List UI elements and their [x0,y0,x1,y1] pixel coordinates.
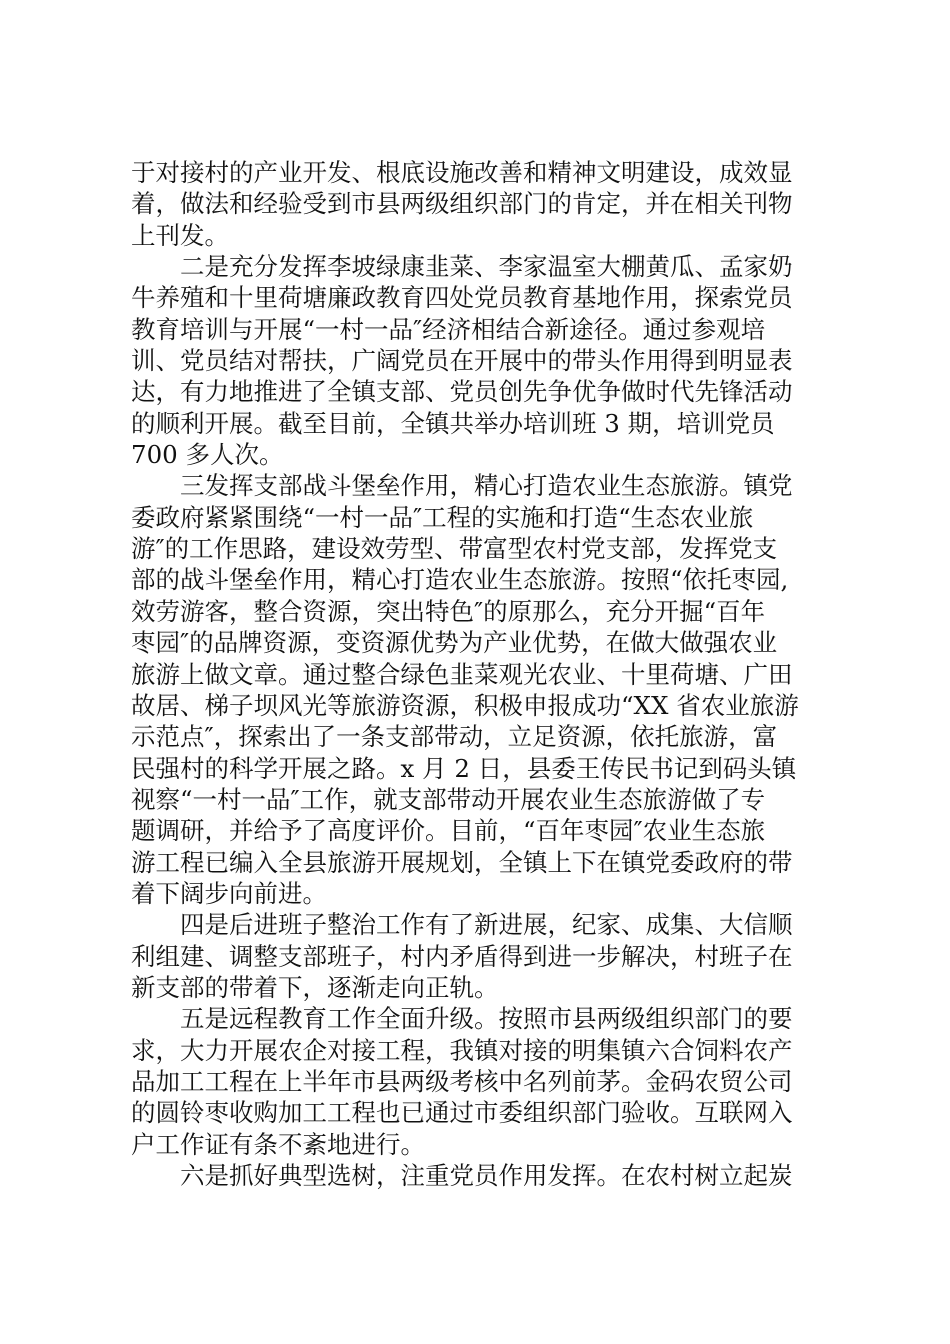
text-line: 着，做法和经验受到市县两级组织部门的肯定，并在相关刊物 [131,189,793,219]
text-line: 着下阔步向前进。 [131,878,327,908]
text-line: 于对接村的产业开发、根底设施改善和精神文明建设，成效显 [131,158,793,187]
text-line: 效劳游客，整合资源，突出特色″的原那么，充分开掘“百年 [131,596,766,626]
text-line: 的顺利开展。截至目前，全镇共举办培训班 3 期，培训党员 [131,408,775,438]
text-line: 求，大力开展农企对接工程，我镇对接的明集镇六合饲料农产 [131,1035,793,1065]
text-line: 户工作证有条不紊地进行。 [131,1129,425,1159]
paragraph-first-line: 五是远程教育工作全面升级。按照市县两级组织部门的要 [180,1004,793,1034]
text-line: 品加工工程在上半年市县两级考核中名列前茅。金码农贸公司 [131,1066,793,1096]
text-line: 视察“一村一品″工作，就支部带动开展农业生态旅游做了专 [131,784,766,814]
text-line: 部的战斗堡垒作用，精心打造农业生态旅游。按照“依托枣园, [131,565,789,595]
text-line: 游″的工作思路，建设效劳型、带富型农村党支部，发挥党支 [131,534,778,564]
text-line: 教育培训与开展“一村一品″经济相结合新途径。通过参观培 [131,314,766,344]
text-line: 枣园″的品牌资源，变资源优势为产业优势，在做大做强农业 [131,628,778,658]
text-line: 的圆铃枣收购加工工程也已通过市委组织部门验收。互联网入 [131,1098,793,1128]
paragraph-first-line: 三发挥支部战斗堡垒作用，精心打造农业生态旅游。镇党 [180,471,793,501]
text-line: 旅游上做文章。通过整合绿色韭菜观光农业、十里荷塘、广田 [131,659,793,689]
paragraph-first-line: 六是抓好典型选树，注重党员作用发挥。在农村树立起炭 [180,1161,793,1190]
text-line: 示范点″，探索出了一条支部带动，立足资源，依托旅游，富 [131,722,778,752]
text-line: 利组建、调整支部班子，村内矛盾得到进一步解决，村班子在 [131,941,793,971]
text-line: 游工程已编入全县旅游开展规划，全镇上下在镇党委政府的带 [131,847,793,877]
text-line: 训、党员结对帮扶，广阔党员在开展中的带头作用得到明显表 [131,346,793,376]
text-line: 上刊发。 [131,220,229,250]
text-line: 题调研，并给予了高度评价。目前，“百年枣园″农业生态旅 [131,816,766,846]
text-line: 新支部的带着下，逐渐走向正轨。 [131,972,499,1002]
text-line: 委政府紧紧围绕“一村一品″工程的实施和打造“生态农业旅 [131,502,754,532]
text-line: 达，有力地推进了全镇支部、党员创先争优争做时代先锋活动 [131,377,793,407]
paragraph-first-line: 二是充分发挥李坡绿康韭菜、李家温室大棚黄瓜、孟家奶 [180,252,793,282]
text-line: 牛养殖和十里荷塘廉政教育四处党员教育基地作用，探索党员 [131,283,793,313]
text-line: 700 多人次。 [131,440,284,470]
text-line: 民强村的科学开展之路。x 月 2 日，县委王传民书记到码头镇 [131,753,797,783]
document-body-text [131,157,831,1191]
paragraph-first-line: 四是后进班子整治工作有了新进展，纪家、成集、大信顺 [180,910,793,940]
text-line: 故居、梯子坝风光等旅游资源，积极申报成功“XX 省农业旅游 [131,690,799,720]
